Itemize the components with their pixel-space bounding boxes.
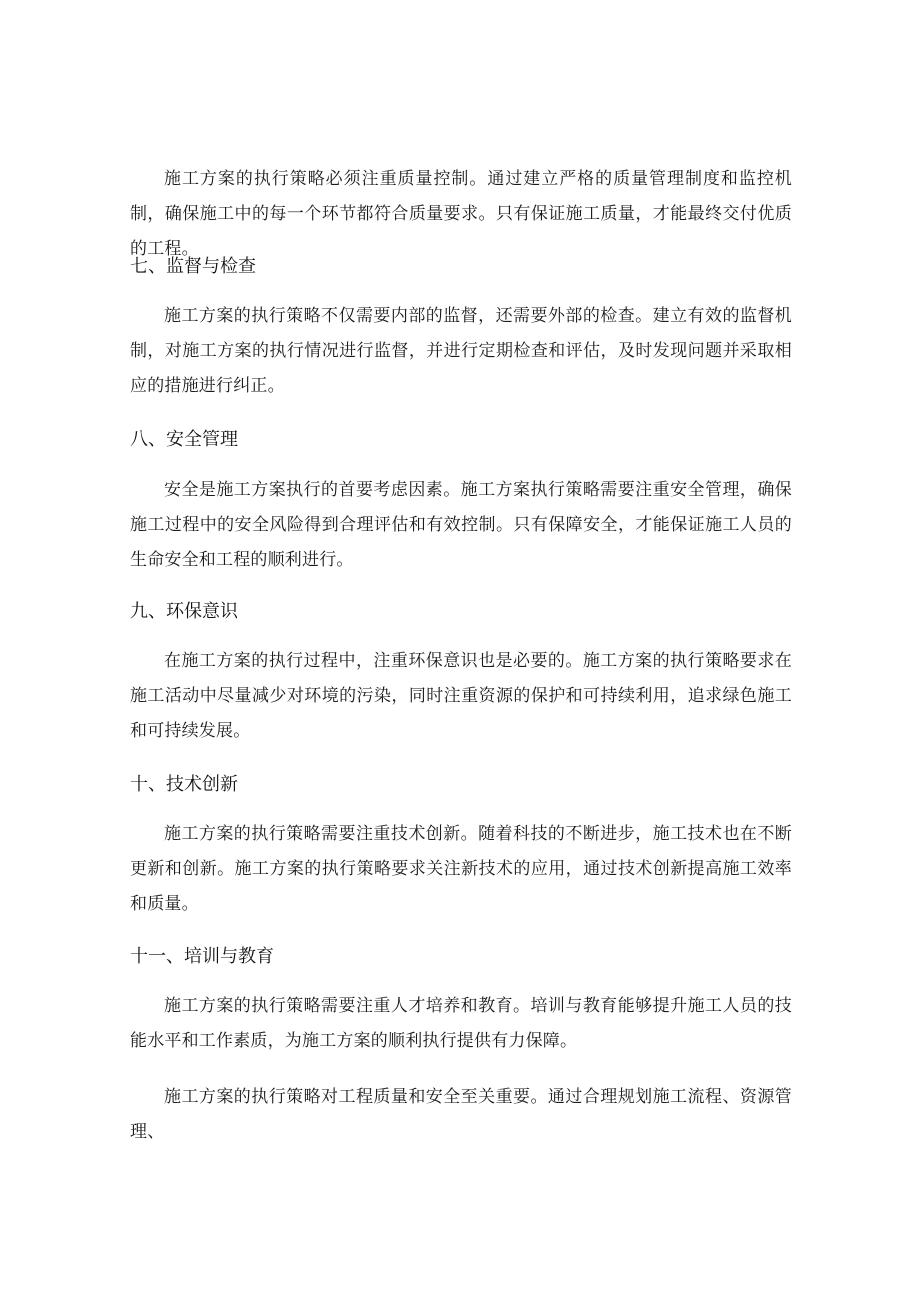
section-paragraph-environment: 在施工方案的执行过程中，注重环保意识也是必要的。施工方案的执行策略要求在施工活动中尽量减少对环境的污染，同时注重资源的保护和可持续利用，追求绿色施工和可持续发展。 (130, 651, 792, 741)
closing-paragraph: 施工方案的执行策略对工程质量和安全至关重要。通过合理规划施工流程、资源管理、 (130, 1087, 792, 1142)
section-paragraph-supervision: 施工方案的执行策略不仅需要内部的监督，还需要外部的检查。建立有效的监督机制，对施工方案的执行情况进行监督，并进行定期检查和评估，及时发现问题并采取相应的措施进行纠正。 (130, 306, 792, 396)
section-paragraph-training: 施工方案的执行策略需要注重人才培养和教育。培训与教育能够提升施工人员的技能水平和工作素质，为施工方案的顺利执行提供有力保障。 (130, 996, 792, 1051)
section-heading-environment: 九、环保意识 (130, 601, 238, 622)
section-paragraph-safety: 安全是施工方案执行的首要考虑因素。施工方案执行策略需要注重安全管理，确保施工过程中的安全风险得到合理评估和有效控制。只有保障安全，才能保证施工人员的生命安全和工程的顺利进行。 (130, 480, 792, 570)
section-heading-supervision: 七、监督与检查 (130, 256, 256, 277)
section-heading-safety: 八、安全管理 (130, 429, 238, 450)
section-paragraph-innovation: 施工方案的执行策略需要注重技术创新。随着科技的不断进步，施工技术也在不断更新和创新。施工方案的执行策略要求关注新技术的应用，通过技术创新提高施工效率和质量。 (130, 824, 792, 914)
section-heading-innovation: 十、技术创新 (130, 774, 238, 795)
intro-paragraph: 施工方案的执行策略必须注重质量控制。通过建立严格的质量管理制度和监控机制，确保施工中的每一个环节都符合质量要求。只有保证施工质量，才能最终交付优质的工程。 (130, 169, 792, 259)
section-heading-training: 十一、培训与教育 (130, 946, 274, 967)
